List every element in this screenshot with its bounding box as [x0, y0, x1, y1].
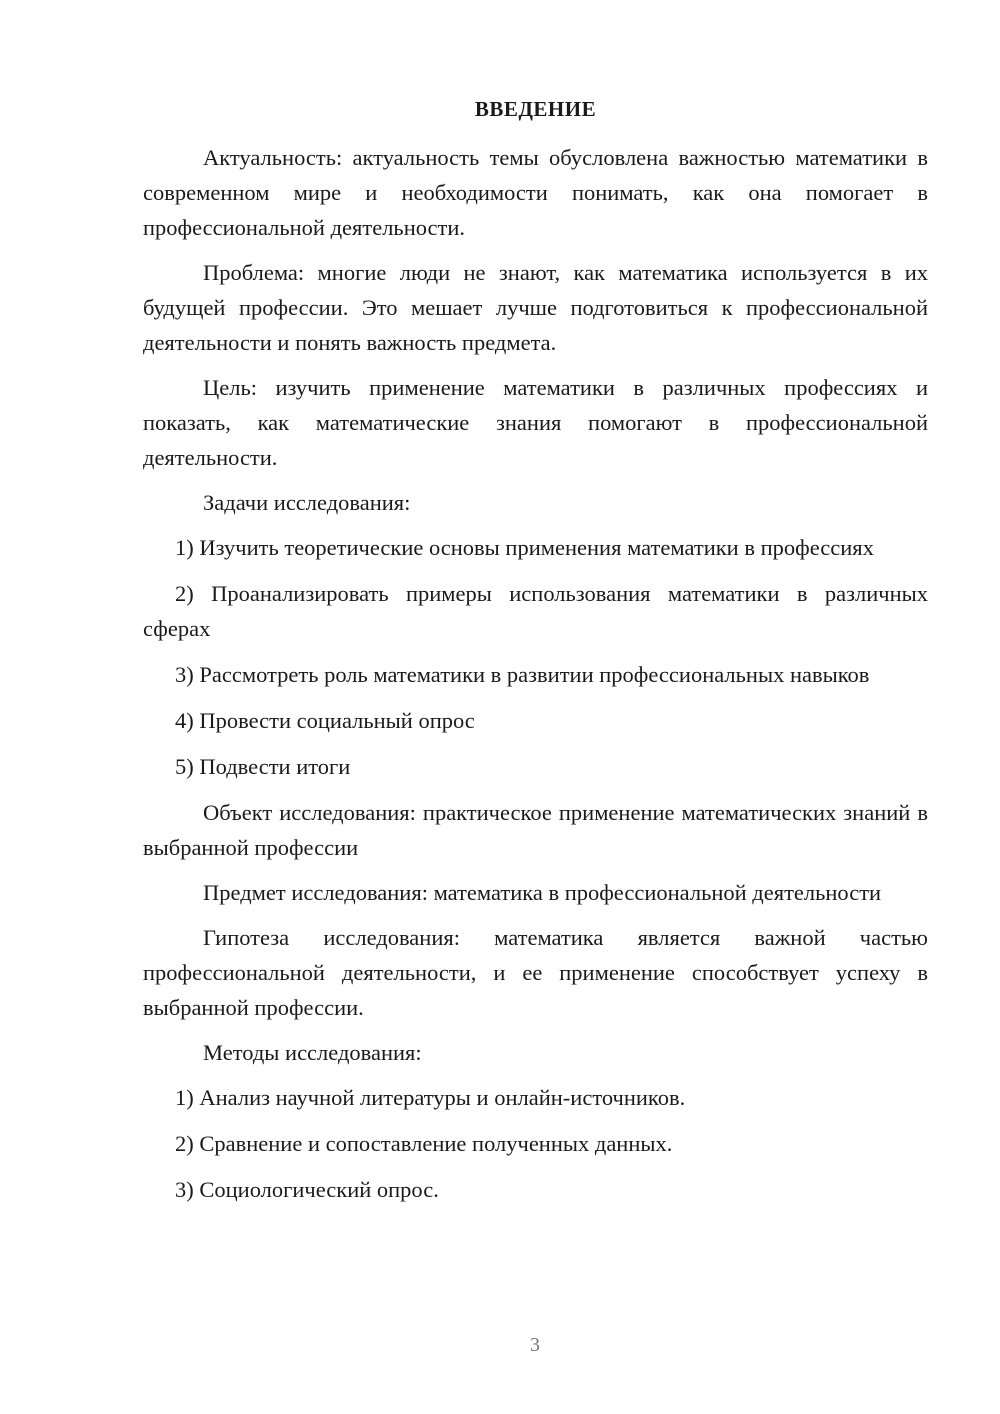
- task-item-5: 5) Подвести итоги: [175, 754, 351, 779]
- tasks-list: [143, 530, 928, 784]
- subject-paragraph: Предмет исследования: математика в профессиональной деятельности: [203, 880, 882, 905]
- object-paragraph: Объект исследования: практическое применение математических знаний в выбранной профессии: [143, 800, 928, 860]
- task-item-1: 1) Изучить теоретические основы применения математики в профессиях: [175, 535, 874, 560]
- task-item-2: 2) Проанализировать примеры использования математики в различных сферах: [143, 581, 928, 641]
- tasks-title: Задачи исследования:: [203, 490, 411, 515]
- method-item-3: 3) Социологический опрос.: [175, 1177, 439, 1202]
- task-item-3: 3) Рассмотреть роль математики в развитии профессиональных навыков: [175, 662, 870, 687]
- method-item-1: 1) Анализ научной литературы и онлайн-источников.: [175, 1085, 686, 1110]
- problem-paragraph: Проблема: многие люди не знают, как математика используется в их будущей профессии. Это мешает лучше подготовиться к профессиональной деятельности и понять важность предмета.: [143, 260, 928, 355]
- page-number: 3: [530, 1334, 540, 1356]
- method-item-2: 2) Сравнение и сопоставление полученных данных.: [175, 1131, 673, 1156]
- goal-paragraph: Цель: изучить применение математики в различных профессиях и показать, как математические знания помогают в профессиональной деятельности.: [143, 375, 928, 470]
- relevance-paragraph: Актуальность: актуальность темы обусловлена важностью математики в современном мире и необходимости понимать, как она помогает в профессиональной деятельности.: [143, 145, 928, 240]
- methods-list: [143, 1080, 928, 1207]
- task-item-4: 4) Провести социальный опрос: [175, 708, 475, 733]
- hypothesis-paragraph: Гипотеза исследования: математика является важной частью профессиональной деятельности, и ее применение способствует успеху в выбранной профессии.: [143, 925, 928, 1020]
- document-page: [143, 92, 928, 1218]
- section-heading: ВВЕДЕНИЕ: [474, 97, 597, 121]
- methods-title: Методы исследования:: [203, 1040, 422, 1065]
